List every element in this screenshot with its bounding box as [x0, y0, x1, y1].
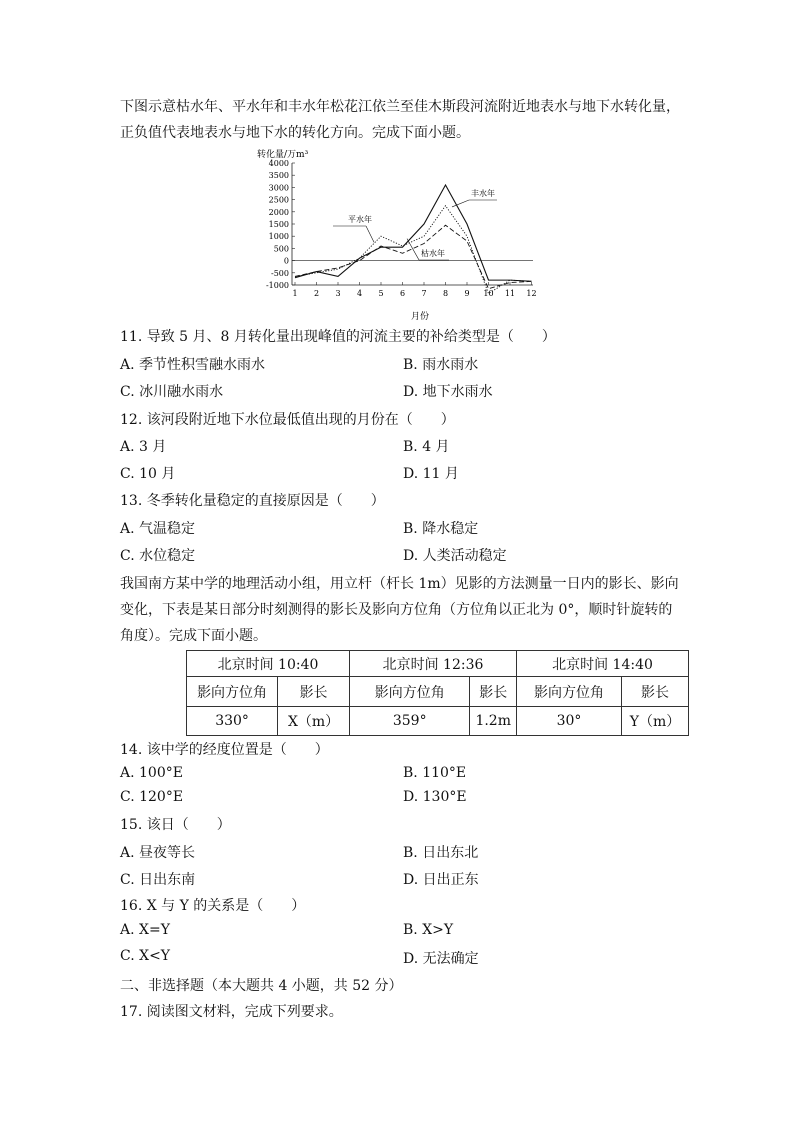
question-14-option-d[interactable]: D. 130°E [403, 789, 467, 805]
question-12-option-c[interactable]: C. 10 月 [120, 466, 176, 482]
cell-length: 1.2m [470, 707, 517, 736]
question-13-option-d[interactable]: D. 人类活动稳定 [403, 548, 507, 564]
x-tick-label: 7 [421, 289, 427, 298]
cell-azimuth: 359° [350, 707, 470, 736]
question-16-option-b[interactable]: B. X>Y [403, 922, 454, 938]
x-tick-label: 10 [483, 289, 494, 298]
subheader-azimuth: 影向方位角 [350, 677, 470, 707]
x-tick-label: 12 [526, 289, 537, 298]
intro-line-2: 正负值代表地表水与地下水的转化方向。完成下面小题。 [120, 125, 470, 141]
question-12-option-a[interactable]: A. 3 月 [120, 439, 167, 455]
question-11-option-d[interactable]: D. 地下水雨水 [403, 384, 493, 400]
question-12-option-b[interactable]: B. 4 月 [403, 439, 450, 455]
cell-azimuth: 330° [187, 707, 278, 736]
question-15-option-d[interactable]: D. 日出正东 [403, 872, 479, 888]
question-13-option-c[interactable]: C. 水位稳定 [120, 548, 196, 564]
question-11-stem: 11. 导致 5 月、8 月转化量出现峰值的河流主要的补给类型是（ ） [120, 329, 556, 345]
cell-azimuth: 30° [517, 707, 622, 736]
series-label: 枯水年 [421, 249, 445, 258]
x-tick-label: 8 [442, 289, 449, 298]
time-header: 北京时间 10:40 [187, 651, 350, 677]
leader-line [366, 226, 374, 242]
question-14-option-b[interactable]: B. 110°E [403, 765, 467, 781]
series-label: 丰水年 [471, 189, 495, 198]
time-header: 北京时间 12:36 [350, 651, 517, 677]
y-tick-label: 4000 [268, 159, 289, 168]
y-tick-label: 3500 [268, 171, 289, 181]
intro-line-1: 下图示意枯水年、平水年和丰水年松花江依兰至佳木斯段河流附近地表水与地下水转化量， [120, 99, 680, 115]
question-16-option-d[interactable]: D. 无法确定 [403, 951, 479, 967]
leader-line [407, 239, 419, 260]
x-tick-label: 6 [399, 289, 406, 298]
question-14-option-a[interactable]: A. 100°E [120, 765, 183, 781]
subheader-azimuth: 影向方位角 [517, 677, 622, 707]
water-conversion-chart [255, 148, 545, 322]
chart-ylabel: 转化量/万m³ [257, 150, 309, 160]
y-tick-label: 1000 [268, 232, 289, 242]
y-tick-label: 1500 [268, 220, 289, 229]
question-15-option-b[interactable]: B. 日出东北 [403, 845, 479, 861]
y-tick-label: 2000 [268, 207, 289, 217]
shadow-measurement-table [186, 650, 689, 736]
question-13-option-b[interactable]: B. 降水稳定 [403, 521, 479, 537]
x-tick-label: 9 [464, 289, 470, 298]
x-tick-label: 11 [504, 289, 516, 298]
question-15-option-a[interactable]: A. 昼夜等长 [120, 845, 196, 861]
subheader-length: 影长 [470, 677, 517, 707]
time-header: 北京时间 14:40 [517, 651, 689, 677]
question-16-option-c[interactable]: C. X<Y [120, 948, 171, 964]
series-label: 平水年 [348, 215, 372, 224]
intro2-line-1: 我国南方某中学的地理活动小组，用立杆（杆长 1m）见影的方法测量一日内的影长、影向 [120, 576, 679, 592]
series-line [295, 225, 532, 288]
chart-xlabel: 月份 [410, 312, 430, 322]
intro2-line-3: 角度）。完成下面小题。 [120, 628, 267, 644]
y-tick-label: 0 [283, 256, 289, 266]
question-13-stem: 13. 冬季转化量稳定的直接原因是（ ） [120, 493, 385, 509]
y-tick-label: 3000 [268, 183, 289, 193]
subheader-length: 影长 [622, 677, 689, 707]
x-tick-label: 5 [378, 289, 384, 298]
y-tick-label: -1000 [265, 281, 289, 290]
question-16-stem: 16. X 与 Y 的关系是（ ） [120, 898, 306, 914]
series-line [295, 185, 532, 281]
question-13-option-a[interactable]: A. 气温稳定 [120, 521, 196, 537]
question-12-option-d[interactable]: D. 11 月 [403, 466, 459, 482]
intro2-line-2: 变化，下表是某日部分时刻测得的影长及影向方位角（方位角以正北为 0°，顺时针旋转的 [120, 602, 673, 618]
question-14-option-c[interactable]: C. 120°E [120, 789, 184, 805]
question-17-stem: 17. 阅读图文材料，完成下列要求。 [120, 1004, 343, 1020]
cell-length: Y（m） [622, 707, 689, 736]
y-tick-label: 2500 [268, 195, 289, 205]
section-heading: 二、非选择题（本大题共 4 小题，共 52 分） [120, 978, 403, 994]
question-16-option-a[interactable]: A. X=Y [120, 922, 170, 938]
y-tick-label: -500 [271, 268, 289, 278]
question-11-option-c[interactable]: C. 冰川融水雨水 [120, 384, 224, 400]
subheader-length: 影长 [278, 677, 350, 707]
x-tick-label: 2 [313, 289, 320, 298]
subheader-azimuth: 影向方位角 [187, 677, 278, 707]
question-15-stem: 15. 该日（ ） [120, 817, 231, 833]
question-11-option-a[interactable]: A. 季节性积雪融水雨水 [120, 357, 266, 373]
question-15-option-c[interactable]: C. 日出东南 [120, 872, 196, 888]
x-tick-label: 1 [292, 289, 298, 298]
x-tick-label: 3 [335, 289, 341, 298]
question-12-stem: 12. 该河段附近地下水位最低值出现的月份在（ ） [120, 412, 455, 428]
cell-length: X（m） [278, 707, 350, 736]
question-11-option-b[interactable]: B. 雨水雨水 [403, 357, 479, 373]
y-tick-label: 500 [273, 244, 289, 254]
question-14-stem: 14. 该中学的经度位置是（ ） [120, 742, 329, 758]
x-tick-label: 4 [356, 289, 363, 298]
